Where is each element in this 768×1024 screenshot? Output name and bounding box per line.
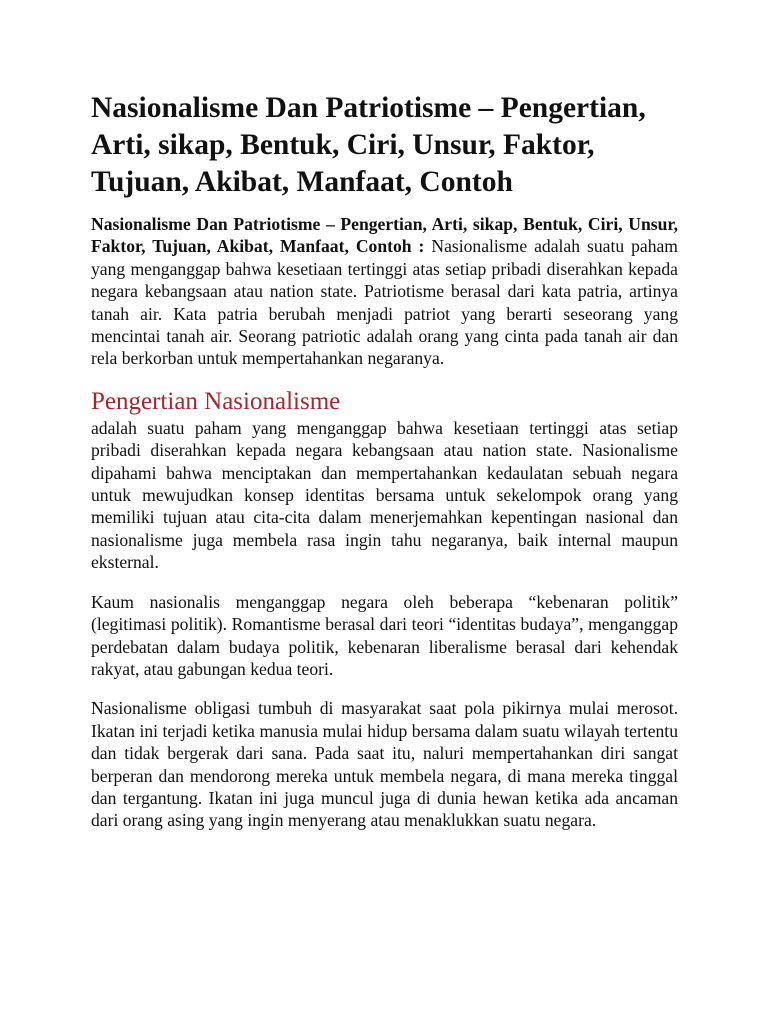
page-title: Nasionalisme Dan Patriotisme – Pengertian, Arti, sikap, Bentuk, Ciri, Unsur, Faktor, Tujuan, Akibat, Manfaat, Contoh: [91, 92, 646, 198]
document-page: [91, 90, 678, 849]
body-paragraph-2: Kaum nasionalis menganggap negara oleh beberapa “kebenaran politik” (legitimasi politik). Romantisme berasal dari teori “identitas budaya”, menganggap perdebatan dalam budaya politik, kebenaran liberalisme berasal dari kehendak rakyat, atau gabungan kedua teori.: [91, 591, 678, 679]
section-heading: Pengertian Nasionalisme: [91, 387, 341, 415]
intro-text: Nasionalisme adalah suatu paham yang menganggap bahwa kesetiaan tertinggi atas setiap pribadi diserahkan kepada negara kebangsaan atau nation state. Patriotisme berasal dari kata patria, artinya tanah air. Kata patria berubah menjadi patriot yang berarti seseorang yang mencintai tanah air. Seorang patriotic adalah orang yang cinta pada tanah air dan rela berkorban untuk mempertahankan negaranya.: [91, 236, 678, 369]
body-paragraph-3: Nasionalisme obligasi tumbuh di masyarakat saat pola pikirnya mulai merosot. Ikatan ini terjadi ketika manusia mulai hidup bersama dalam suatu wilayah tertentu dan tidak bergerak dari sana. Pada saat itu, naluri mempertahankan diri sangat berperan dan mendorong mereka untuk membela negara, di mana mereka tinggal dan tergantung. Ikatan ini juga muncul juga di dunia hewan ketika ada ancaman dari orang asing yang ingin menyerang atau menaklukkan suatu negara.: [91, 698, 678, 831]
body-paragraph-1: adalah suatu paham yang menganggap bahwa kesetiaan tertinggi atas setiap pribadi diserahkan kepada negara kebangsaan atau nation state. Nasionalisme dipahami bahwa menciptakan dan mempertahankan kedaulatan sebuah negara untuk mewujudkan konsep identitas bersama untuk sekelompok orang yang memiliki tujuan atau cita-cita dalam menerjemahkan kepentingan nasional dan nasionalisme juga membela rasa ingin tahu negaranya, baik internal maupun eksternal.: [91, 417, 678, 573]
intro-paragraph: [91, 213, 678, 370]
intro-lead: Nasionalisme Dan Patriotisme – Pengertian, Arti, sikap, Bentuk, Ciri, Unsur, Faktor, Tujuan, Akibat, Manfaat, Contoh :: [91, 214, 678, 257]
